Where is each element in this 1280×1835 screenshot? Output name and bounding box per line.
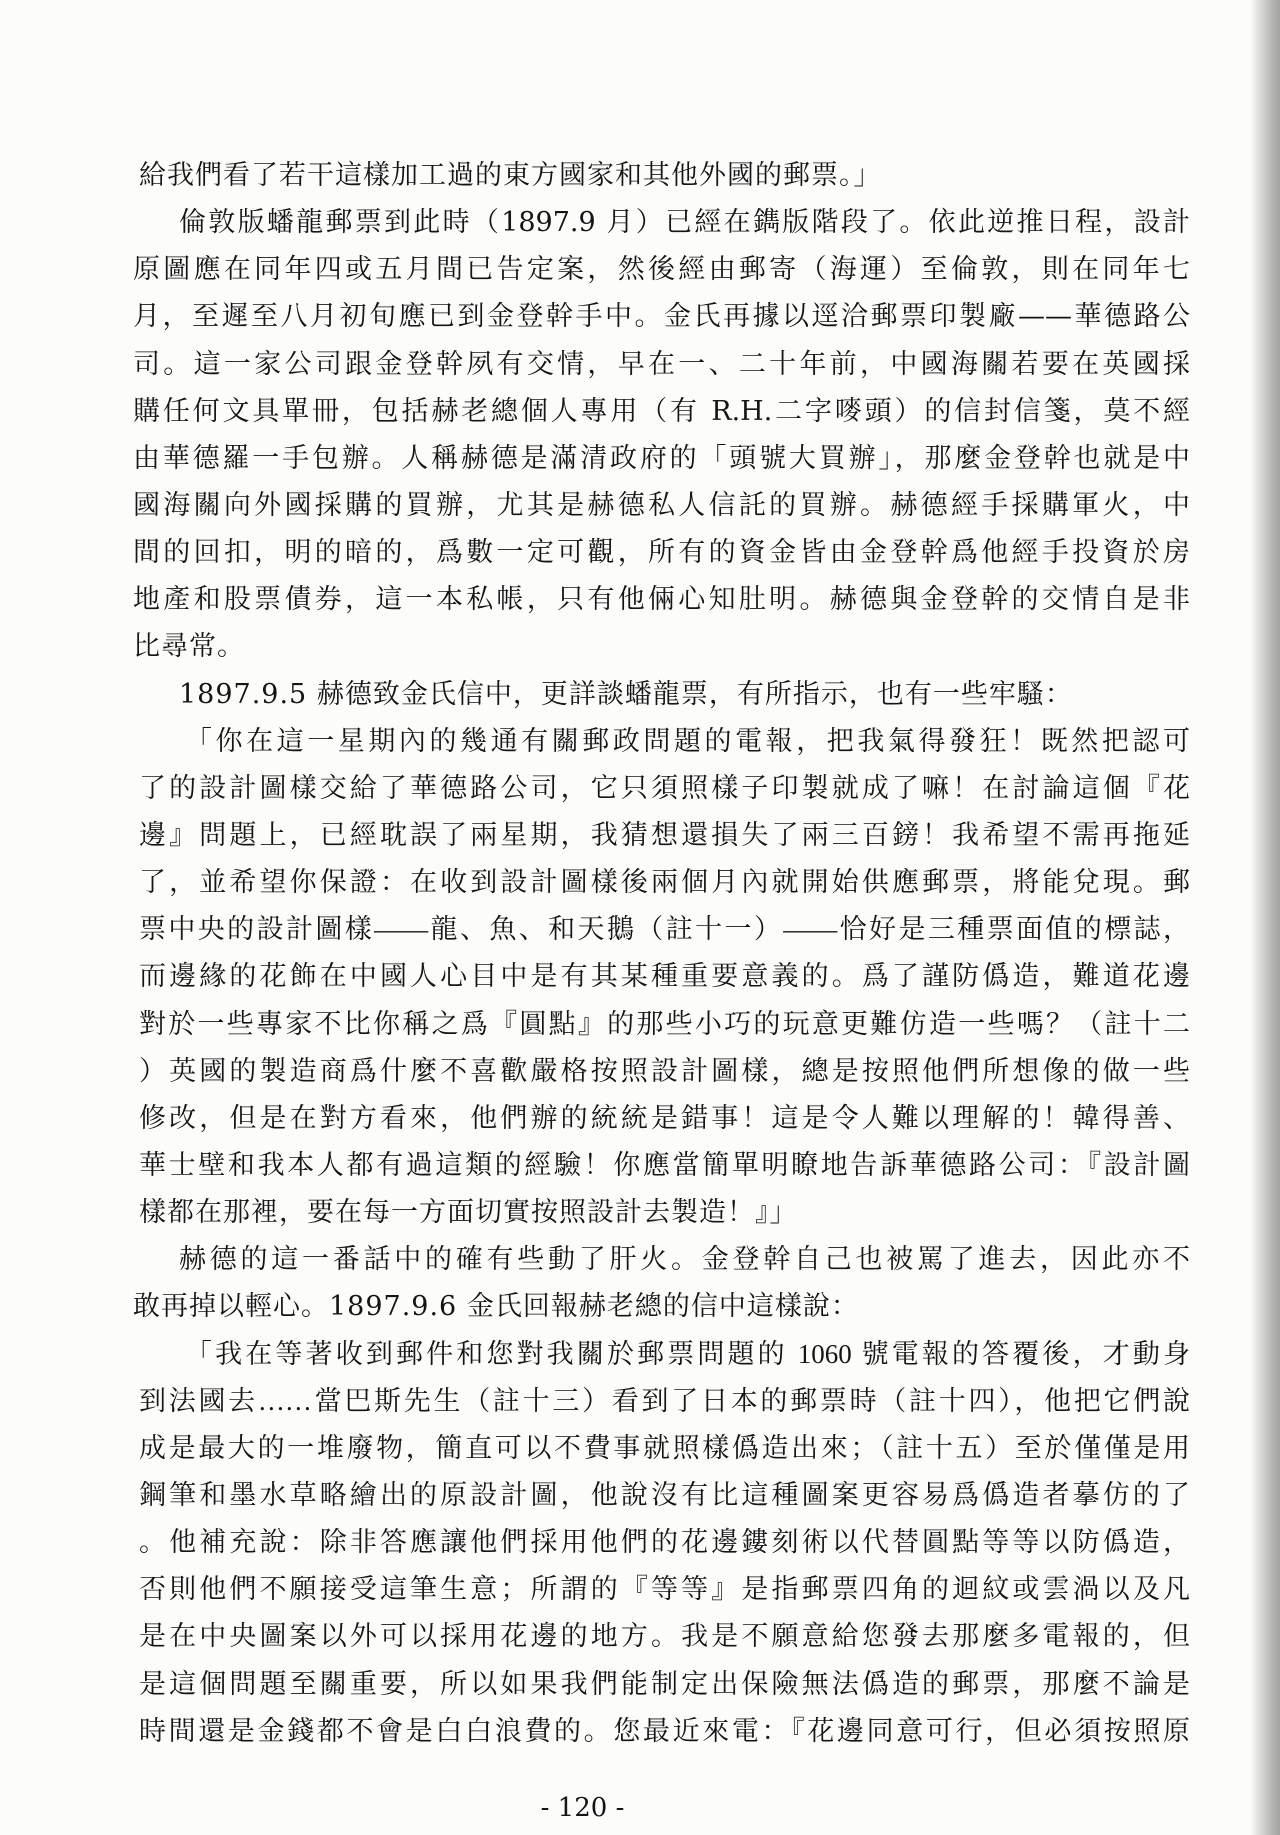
text-line: 時間還是金錢都不會是白白浪費的。您最近來電：『花邊同意可行，但必須按照原 bbox=[139, 1715, 1190, 1746]
text-line: 「你在這一星期內的幾通有關郵政問題的電報，把我氣得發狂！既然把認可 bbox=[185, 725, 1190, 756]
text-line: ）英國的製造商爲什麼不喜歡嚴格按照設計圖樣，總是按照他們所想像的做一些 bbox=[139, 1055, 1190, 1086]
text-line: 是這個問題至關重要，所以如果我們能制定出保險無法僞造的郵票，那麼不論是 bbox=[139, 1668, 1190, 1699]
text-line: 對於一些專家不比你稱之爲『圓點』的那些小巧的玩意更難仿造一些嗎？（註十二 bbox=[139, 1008, 1190, 1039]
text-line: 由華德羅一手包辦。人稱赫德是滿清政府的「頭號大買辦」，那麼金登幹也就是中 bbox=[133, 442, 1190, 474]
text-line: 而邊緣的花飾在中國人心目中是有其某種重要意義的。爲了謹防僞造，難道花邊 bbox=[139, 961, 1190, 992]
text-line: 原圖應在同年四或五月間已告定案，然後經由郵寄（海運）至倫敦，則在同年七 bbox=[133, 254, 1190, 286]
text-line: 華士壁和我本人都有過這類的經驗！你應當簡單明瞭地告訴華德路公司：『設計圖 bbox=[139, 1149, 1190, 1180]
text-line: 票中央的設計圖樣——龍、魚、和天鵝（註十一）——恰好是三種票面值的標誌， bbox=[139, 914, 1190, 945]
text-line: 赫德的這一番話中的確有些動了肝火。金登幹自己也被罵了進去，因此亦不 bbox=[179, 1244, 1190, 1276]
page-number: - 120 - bbox=[540, 1793, 625, 1823]
text-line: 修改，但是在對方看來，他們辦的統統是錯事！這是令人難以理解的！韓得善、 bbox=[139, 1102, 1190, 1133]
text-line: 司。這一家公司跟金登幹夙有交情，早在一、二十年前，中國海關若要在英國採 bbox=[133, 348, 1190, 380]
text-line: 月，至遲至八月初旬應已到金登幹手中。金氏再據以逕洽郵票印製廠——華德路公 bbox=[133, 301, 1190, 333]
text-line: 比尋常。 bbox=[133, 631, 245, 663]
paragraph bbox=[133, 199, 1190, 670]
text-line: 邊』問題上，已經耽誤了兩星期，我猜想還損失了兩三百鎊！我希望不需再拖延 bbox=[139, 819, 1190, 850]
text-line: 1897.9.5 赫德致金氏信中，更詳談蟠龍票，有所指示，也有一些牢騷： bbox=[179, 678, 1073, 710]
paragraph bbox=[133, 1236, 1190, 1330]
text-line: 「我在等著收到郵件和您對我關於郵票問題的 1060 號電報的答覆後，才動身 bbox=[185, 1338, 1190, 1369]
text-line: 樣都在那裡，要在每一方面切實按照設計去製造！』」 bbox=[139, 1197, 798, 1228]
page-text bbox=[133, 152, 1190, 1755]
text-line: 成是最大的一堆廢物，簡直可以不費事就照樣僞造出來；（註十五）至於僅僅是用 bbox=[139, 1432, 1190, 1463]
text-line: 給我們看了若干這樣加工過的東方國家和其他外國的郵票。」 bbox=[139, 160, 882, 190]
text-line: 了的設計圖樣交給了華德路公司，它只須照樣子印製就成了嘛！在討論這個『花 bbox=[139, 772, 1190, 803]
text-line: 敢再掉以輕心。1897.9.6 金氏回報赫老總的信中這樣說： bbox=[133, 1291, 859, 1323]
text-line: 是在中央圖案以外可以採用花邊的地方。我是不願意給您發去那麼多電報的，但 bbox=[139, 1621, 1190, 1652]
text-line: 倫敦版蟠龍郵票到此時（1897.9 月）已經在鐫版階段了。依此逆推日程，設計 bbox=[179, 207, 1190, 239]
text-line: 購任何文具單冊，包括赫老總個人專用（有 R.H.二字嘜頭）的信封信箋，莫不經 bbox=[133, 395, 1190, 427]
quotation bbox=[139, 718, 1190, 1237]
text-line: 。他補充說：除非答應讓他們採用他們的花邊鏤刻術以代替圓點等等以防僞造， bbox=[139, 1527, 1190, 1558]
paragraph bbox=[133, 671, 1190, 718]
text-line: 否則他們不願接受這筆生意；所謂的『等等』是指郵票四角的迴紋或雲渦以及凡 bbox=[139, 1574, 1190, 1605]
quotation bbox=[139, 1331, 1190, 1755]
text-line: 間的回扣，明的暗的，爲數一定可觀，所有的資金皆由金登幹爲他經手投資於房 bbox=[133, 537, 1190, 569]
text-line: 到法國去……當巴斯先生（註十三）看到了日本的郵票時（註十四），他把它們說 bbox=[139, 1385, 1190, 1416]
page-edge-shadow bbox=[1250, 0, 1280, 1835]
text-line: 鋼筆和墨水草略繪出的原設計圖，他說沒有比這種圖案更容易爲僞造者摹仿的了 bbox=[139, 1479, 1190, 1510]
quotation-continuation bbox=[139, 152, 1190, 199]
text-line: 國海關向外國採購的買辦，尤其是赫德私人信託的買辦。赫德經手採購軍火，中 bbox=[133, 489, 1190, 521]
text-line: 了，並希望你保證：在收到設計圖樣後兩個月內就開始供應郵票，將能兌現。郵 bbox=[139, 867, 1190, 898]
text-line: 地產和股票債券，這一本私帳，只有他倆心知肚明。赫德與金登幹的交情自是非 bbox=[133, 584, 1190, 616]
